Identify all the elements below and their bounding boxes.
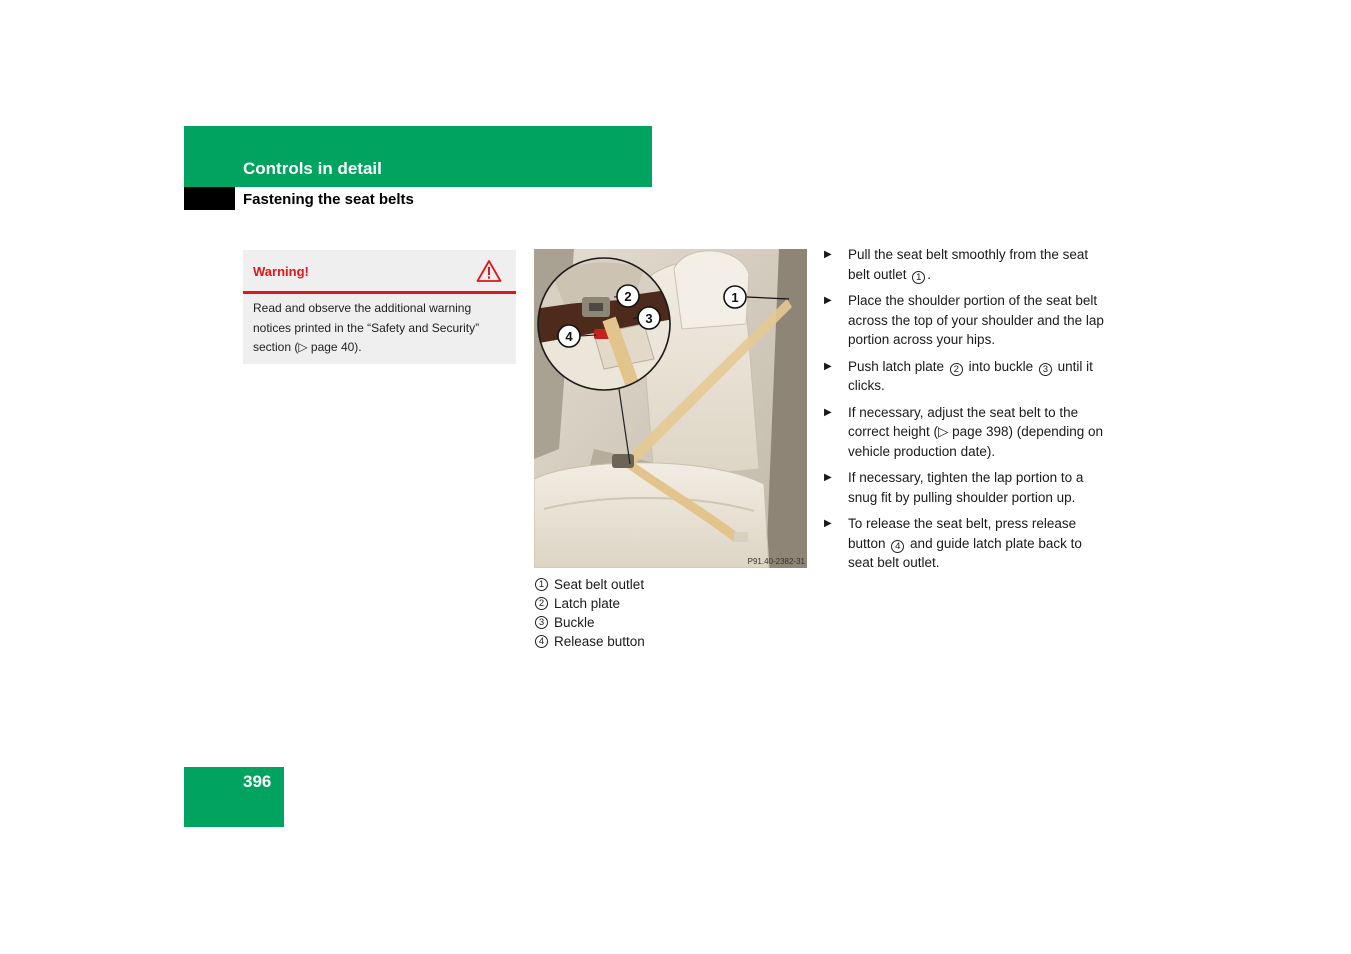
svg-text:3: 3 (645, 311, 653, 326)
subsection-title: Fastening the seat belts (243, 191, 414, 208)
instruction-steps (824, 245, 1104, 580)
seat-illustration-svg (534, 249, 807, 568)
step-text: Push latch plate (848, 358, 948, 374)
inline-callout: 1 (912, 271, 925, 284)
page-number: 396 (243, 772, 272, 791)
legend-label: Release button (554, 634, 645, 649)
legend-item (535, 594, 645, 613)
legend-number: 4 (535, 635, 548, 648)
section-title: Controls in detail (243, 159, 382, 178)
step-text: If necessary, adjust the seat belt to the correct height (▷ page 398) (depending on vehicle production date). (848, 404, 1104, 459)
triangle-bullet-icon: ▶ (824, 249, 832, 260)
callout-3 (638, 307, 660, 329)
step-text: To release the seat belt, press release button (848, 516, 1077, 551)
triangle-bullet-icon: ▶ (824, 295, 832, 306)
legend-number: 1 (535, 578, 548, 591)
step-item (824, 468, 1104, 507)
legend-number: 2 (535, 597, 548, 610)
step-text: into buckle (964, 358, 1037, 374)
triangle-bullet-icon: ▶ (824, 472, 832, 483)
triangle-bullet-icon: ▶ (824, 360, 832, 372)
legend-item (535, 613, 645, 632)
figure-code: P91.40-2382-31 (747, 557, 805, 566)
svg-text:4: 4 (565, 329, 573, 344)
step-text: Pull the seat belt smoothly from the seat belt outlet (848, 247, 1089, 282)
svg-text:2: 2 (624, 289, 632, 304)
step-text: and guide latch plate back to seat belt outlet. (848, 535, 1082, 570)
callout-2 (617, 285, 639, 307)
seat-belt-illustration (534, 249, 807, 568)
warning-box (243, 250, 516, 364)
triangle-bullet-icon: ▶ (824, 406, 832, 418)
step-text: . (927, 266, 932, 282)
step-item (824, 514, 1104, 573)
step-item (824, 245, 1104, 284)
step-item (824, 357, 1104, 396)
legend-label: Seat belt outlet (554, 577, 645, 592)
warning-text: Read and observe the additional warning notices printed in the “Safety and Security” section (▷ page 40). (253, 301, 480, 354)
section-marker (184, 187, 235, 210)
callout-4 (558, 325, 580, 347)
legend-label: Latch plate (554, 596, 621, 611)
warning-label: Warning! (253, 264, 309, 279)
step-text: Place the shoulder portion of the seat belt across the top of your shoulder and the lap portion across your hips. (848, 293, 1104, 347)
legend-item (535, 632, 645, 651)
legend-number: 3 (535, 616, 548, 629)
step-item (824, 403, 1104, 462)
svg-text:1: 1 (731, 290, 739, 305)
warning-triangle-icon (476, 259, 502, 283)
inline-callout: 2 (950, 363, 963, 376)
legend-label: Buckle (554, 615, 595, 630)
figure-legend (535, 575, 645, 651)
step-item (824, 291, 1104, 350)
callout-1 (724, 286, 746, 308)
warning-header (243, 250, 516, 294)
legend-item (535, 575, 645, 594)
inline-callout: 4 (891, 540, 904, 553)
inline-callout: 3 (1039, 363, 1052, 376)
step-text: If necessary, tighten the lap portion to a snug fit by pulling shoulder portion up. (848, 470, 1084, 505)
step-text: until it clicks. (848, 358, 1093, 393)
triangle-bullet-icon: ▶ (824, 518, 832, 529)
